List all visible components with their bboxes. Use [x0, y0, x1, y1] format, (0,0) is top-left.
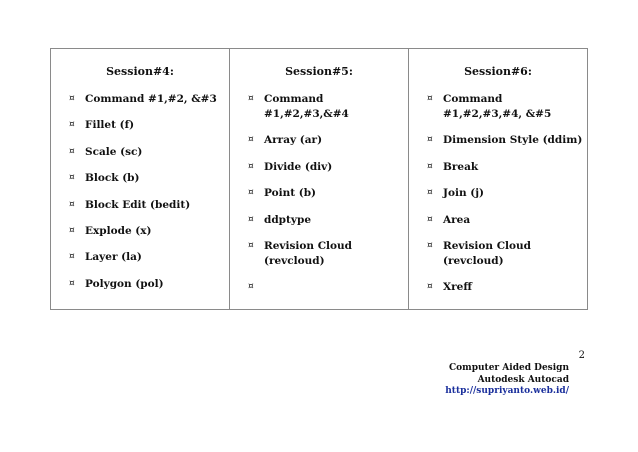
bullet-icon: ¤ [69, 173, 75, 184]
list-item-label: Command #1,#2,#3,#4, &#5 [443, 93, 552, 120]
list-item [427, 133, 583, 148]
list-item [248, 280, 404, 295]
list-item-label: Block (b) [85, 172, 140, 185]
bullet-icon: ¤ [427, 214, 433, 225]
list-item [69, 198, 225, 213]
list-item-label: Dimension Style (ddim) [443, 134, 583, 147]
list-item [69, 92, 225, 107]
bullet-icon: ¤ [69, 199, 75, 210]
list-item [69, 224, 225, 239]
bullet-icon: ¤ [69, 252, 75, 263]
list-item-label: Array (ar) [264, 134, 323, 147]
list-item [248, 239, 404, 269]
list-item [69, 145, 225, 160]
bullet-icon: ¤ [69, 94, 75, 104]
list-item [248, 160, 404, 175]
list-item [69, 118, 225, 133]
bullet-icon: ¤ [248, 161, 254, 172]
list-item-label: Join (j) [443, 187, 484, 200]
list-item [69, 250, 225, 265]
session-4-title: Session#4: [106, 65, 174, 78]
session-5-list [248, 92, 404, 307]
list-item [248, 133, 404, 148]
bullet-icon: ¤ [69, 278, 75, 289]
list-item [427, 280, 583, 295]
sessions-table [50, 48, 588, 310]
list-item-label: Xreff [443, 281, 472, 294]
list-item [427, 213, 583, 228]
bullet-icon: ¤ [248, 135, 254, 146]
list-item-label: Command #1,#2, &#3 [85, 93, 217, 105]
bullet-icon: ¤ [427, 188, 433, 199]
session-5-title: Session#5: [285, 65, 353, 78]
list-item-label: Layer (la) [85, 251, 142, 264]
list-item-label: Point (b) [264, 187, 317, 200]
session-6-column [409, 49, 587, 309]
session-6-title: Session#6: [464, 65, 532, 78]
list-item-label: Scale (sc) [85, 145, 143, 158]
list-item-label: Divide (div) [264, 160, 333, 173]
bullet-icon: ¤ [248, 214, 254, 225]
list-item-label: Explode (x) [85, 224, 152, 237]
bullet-icon: ¤ [427, 282, 433, 293]
footer-link[interactable]: http://supriyanto.web.id/ [445, 386, 569, 396]
footer-title: Computer Aided Design [449, 363, 569, 373]
list-item [427, 239, 583, 269]
session-5-column [230, 49, 409, 309]
bullet-icon: ¤ [69, 120, 75, 131]
list-item [69, 171, 225, 186]
bullet-icon: ¤ [69, 225, 75, 236]
list-item-label: Area [443, 213, 471, 226]
list-item [248, 213, 404, 228]
bullet-icon: ¤ [427, 240, 433, 251]
bullet-icon: ¤ [248, 188, 254, 199]
list-item-label: Polygon (pol) [85, 277, 164, 290]
list-item-label: Revision Cloud (revcloud) [443, 239, 532, 267]
list-item-label: Break [443, 160, 479, 173]
session-4-list [69, 92, 225, 303]
session-6-list [427, 92, 583, 307]
list-item-label: Block Edit (bedit) [85, 198, 191, 211]
list-item-label: Command #1,#2,#3,&#4 [264, 93, 349, 120]
footer-credit [445, 363, 569, 398]
bullet-icon: ¤ [427, 135, 433, 146]
bullet-icon: ¤ [248, 282, 254, 293]
list-item-label: ddptype [264, 213, 311, 226]
list-item [248, 92, 404, 122]
list-item [248, 186, 404, 201]
footer-subtitle: Autodesk Autocad [477, 374, 569, 385]
list-item-label: Revision Cloud (revcloud) [264, 239, 353, 267]
list-item-label: Fillet (f) [85, 119, 135, 132]
list-item [427, 92, 583, 122]
list-item [69, 277, 225, 292]
bullet-icon: ¤ [248, 240, 254, 251]
page-number: 2 [578, 350, 585, 361]
list-item [427, 160, 583, 175]
bullet-icon: ¤ [427, 94, 433, 104]
bullet-icon: ¤ [248, 94, 254, 104]
list-item [427, 186, 583, 201]
bullet-icon: ¤ [427, 161, 433, 172]
bullet-icon: ¤ [69, 146, 75, 157]
session-4-column [51, 49, 230, 309]
